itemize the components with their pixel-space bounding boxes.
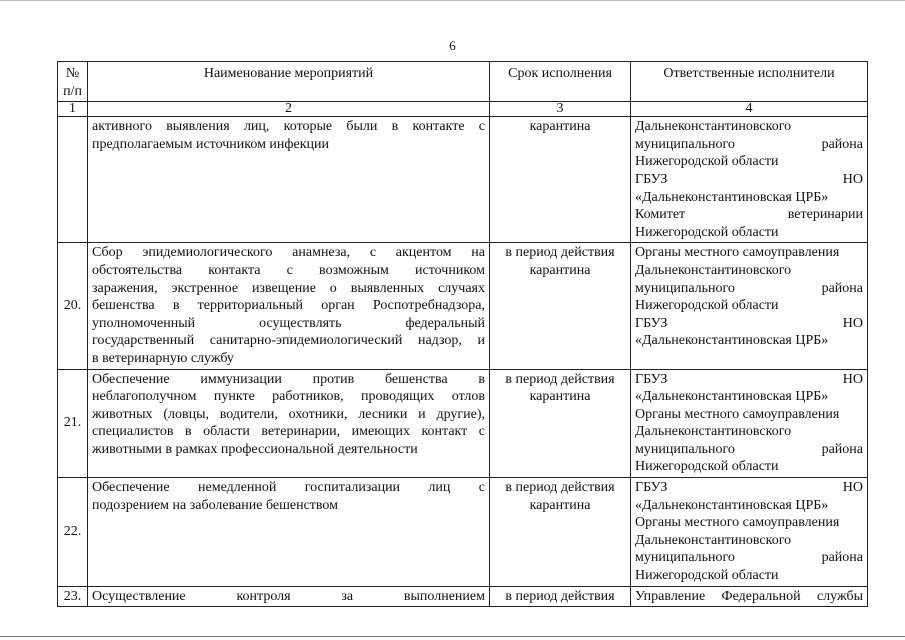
table-header-row [58,62,868,102]
header-deadline: Срок исполнения [490,62,631,102]
scan-edge-bottom [0,636,905,637]
executors-cell: Управление Федеральной службы [631,586,868,607]
scan-edge-top [0,0,905,1]
deadline-cell: в период действия [490,586,631,607]
row-number: 22. [58,478,88,587]
table-row [58,478,868,587]
header-number: № п/п [58,62,88,102]
row-number: 20. [58,243,88,369]
column-number: 4 [631,102,868,117]
deadline-cell: карантина [490,117,631,243]
executors-cell: ГБУЗ НО «Дальнеконстантиновская ЦРБ» Органы местного самоуправления Дальнеконстантиновского муниципального района Нижегородской области [631,478,868,587]
activity-cell: активного выявления лиц, которые были в контакте с предполагаемым источником инфекции [88,117,490,243]
row-number: 23. [58,586,88,607]
column-number: 3 [490,102,631,117]
header-activity: Наименование мероприятий [88,62,490,102]
activity-cell: Обеспечение иммунизации против бешенства в неблагополучном пункте работников, проводящих отлов животных (ловцы, водители, охотники, лесники и другие), специалистов в области ветеринарии, имеющих контакт с животными в рамках профессиональной деятельности [88,369,490,478]
activity-cell: Осуществление контроля за выполнением [88,586,490,607]
row-number: 21. [58,369,88,478]
deadline-cell: в период действия карантина [490,478,631,587]
row-number [58,117,88,243]
activity-cell: Обеспечение немедленной госпитализации лиц с подозрением на заболевание бешенством [88,478,490,587]
executors-cell: Органы местного самоуправления Дальнеконстантиновского муниципального района Нижегородской области ГБУЗ НО «Дальнеконстантиновская ЦРБ» [631,243,868,369]
column-number-row [58,102,868,117]
activities-table [57,61,868,607]
table-row [58,243,868,369]
deadline-cell: в период действия карантина [490,369,631,478]
column-number: 2 [88,102,490,117]
column-number: 1 [58,102,88,117]
table-row [58,117,868,243]
deadline-cell: в период действия карантина [490,243,631,369]
table-row [58,586,868,607]
executors-cell: Дальнеконстантиновского муниципального района Нижегородской области ГБУЗ НО «Дальнеконстантиновская ЦРБ» Комитет ветеринарии Нижегородской области [631,117,868,243]
executors-cell: ГБУЗ НО «Дальнеконстантиновская ЦРБ» Органы местного самоуправления Дальнеконстантиновского муниципального района Нижегородской области [631,369,868,478]
table-row [58,369,868,478]
header-executors: Ответственные исполнители [631,62,868,102]
activity-cell: Сбор эпидемиологического анамнеза, с акцентом на обстоятельства контакта с возможным источником заражения, экстренное извещение о выявленных случаях бешенства в территориальный орган Роспотребнадзора, уполномоченный осуществлять федеральный государственный санитарно-эпидемиологический надзор, и в ветеринарную службу [88,243,490,369]
page-number: 6 [449,38,456,53]
